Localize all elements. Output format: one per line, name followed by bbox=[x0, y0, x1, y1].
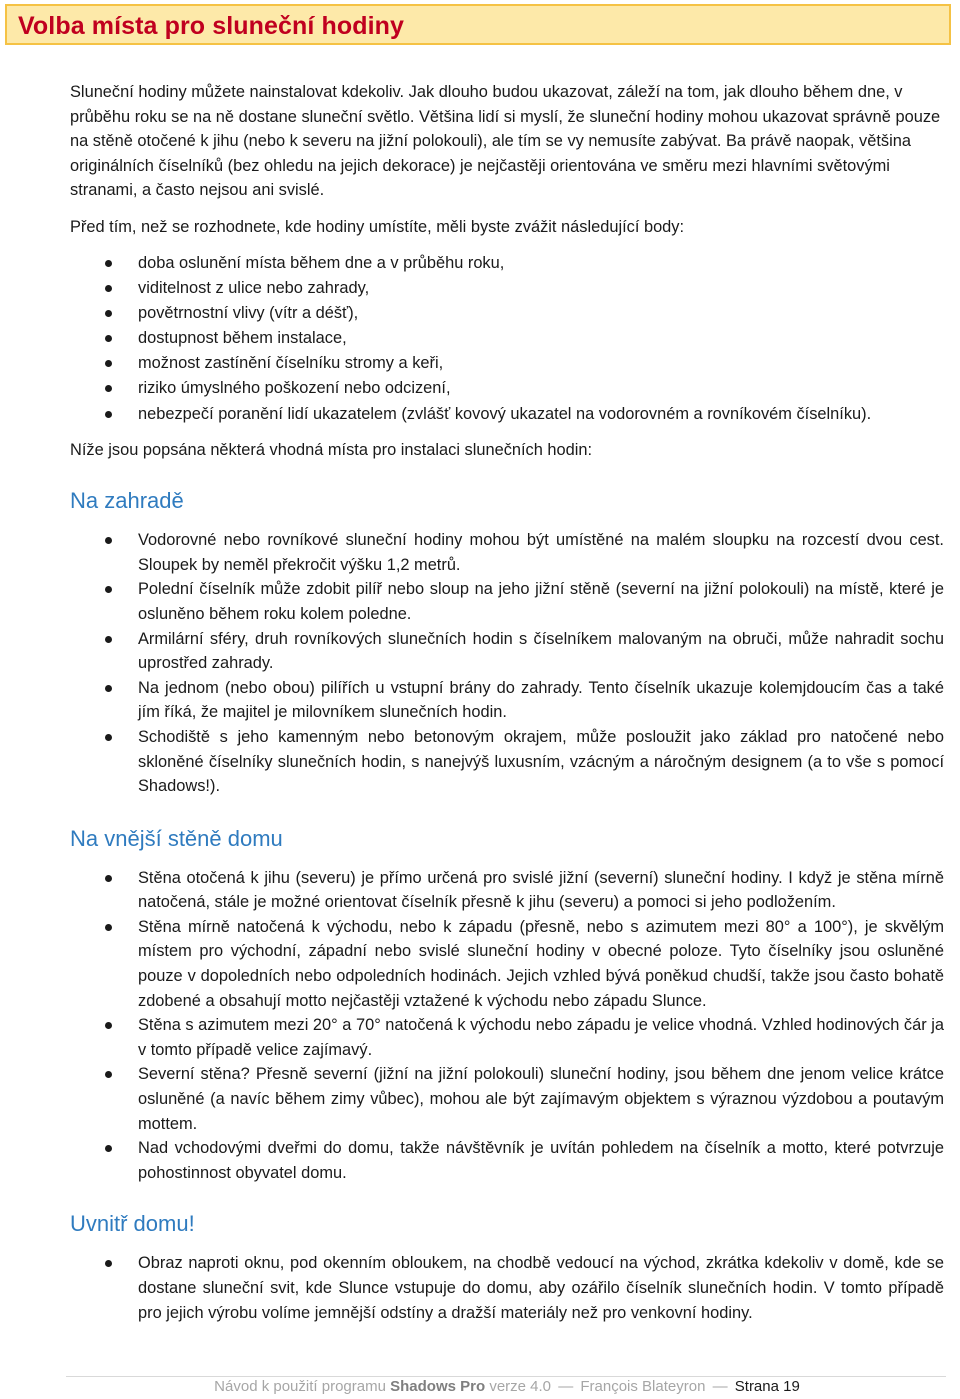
list-item: Severní stěna? Přesně severní (jižní na jižní polokouli) sluneční hodiny, jsou během dne jenom velice krátce osluněné (a navíc během zimy vůbec), mohou ale být zajímavým objektem s výraznou výzdobou a poutavým mottem. bbox=[70, 1062, 944, 1136]
list-item: doba oslunění místa během dne a v průběhu roku, bbox=[70, 251, 944, 276]
list-item: Nad vchodovými dveřmi do domu, takže návštěvník je uvítán pohledem na číselník a motto, které potvrzuje pohostinnost obyvatel domu. bbox=[70, 1136, 944, 1185]
footer-divider bbox=[66, 1376, 946, 1377]
title-banner bbox=[5, 4, 951, 45]
outer-wall-list bbox=[70, 866, 944, 1186]
bullet-icon bbox=[105, 924, 112, 931]
list-item: nebezpečí poranění lidí ukazatelem (zvlášť kovový ukazatel na vodorovném a rovníkovém číselníku). bbox=[70, 402, 944, 427]
inside-list bbox=[70, 1251, 944, 1325]
page-footer bbox=[0, 1378, 960, 1395]
bullet-icon bbox=[105, 360, 112, 367]
considerations-list bbox=[70, 251, 944, 427]
section-heading-inside: Uvnitř domu! bbox=[70, 1211, 195, 1237]
list-item: Stěna otočená k jihu (severu) je přímo určená pro svislé jižní (severní) sluneční hodiny. I když je stěna mírně natočená, stále je možné orientovat číselník přesně k jihu (severu) a pomoci si jeho podložením. bbox=[70, 866, 944, 915]
bullet-icon bbox=[105, 875, 112, 882]
bullet-icon bbox=[105, 285, 112, 292]
footer-page-number: Strana 19 bbox=[734, 1378, 800, 1395]
bullet-icon bbox=[105, 310, 112, 317]
list-item: Vodorovné nebo rovníkové sluneční hodiny mohou být umístěné na malém sloupku na rozcestí dvou cest. Sloupek by neměl překročit výšku 1,2 metrů. bbox=[70, 528, 944, 577]
list-item: Obraz naproti oknu, pod okenním obloukem, na chodbě vedoucí na východ, zkrátka kdekoliv v domě, kde se dostane sluneční svit, kde Slunce vstupuje do domu, aby ozářilo číselník slunečních hodin. V tomto případě pro jejich výrobu volíme jemnější odstíny a dražší materiály než pro venkovní hodiny. bbox=[70, 1251, 944, 1325]
considerations-intro: Před tím, než se rozhodnete, kde hodiny umístíte, měli byste zvážit následující body: bbox=[70, 217, 685, 236]
list-item: viditelnost z ulice nebo zahrady, bbox=[70, 276, 944, 301]
section-heading-garden: Na zahradě bbox=[70, 488, 184, 514]
bullet-icon bbox=[105, 335, 112, 342]
footer-product: Shadows Pro bbox=[390, 1378, 486, 1395]
places-intro: Níže jsou popsána některá vhodná místa pro instalaci slunečních hodin: bbox=[70, 440, 593, 459]
list-item: Na jednom (nebo obou) pilířích u vstupní brány do zahrady. Tento číselník ukazuje kolemjdoucím čas a také jím říká, že majitel je milovníkem slunečních hodin. bbox=[70, 676, 944, 725]
list-item: možnost zastínění číselníku stromy a keři, bbox=[70, 351, 944, 376]
footer-separator: — bbox=[712, 1378, 728, 1395]
intro-paragraph: Sluneční hodiny můžete nainstalovat kdekoliv. Jak dlouho budou ukazovat, záleží na tom, jak dlouho během dne, v průběhu roku se na ně dostane sluneční světlo. Většina lidí si myslí, že sluneční hodiny mohou ukazovat správně pouze na stěně otočené k jihu (nebo k severu na jižní polokouli), ale tím se vy nemusíte zabývat. Ba právě naopak, většina originálních číselníků (bez ohledu na jejich dekorace) je nejčastěji orientována ve směru mezi hlavními světovými stranami, a často nejsou ani svislé. bbox=[70, 83, 941, 199]
bullet-icon bbox=[105, 734, 112, 741]
list-item: Armilární sféry, druh rovníkových slunečních hodin s číselníkem malovaným na obruči, může nahradit sochu uprostřed zahrady. bbox=[70, 627, 944, 676]
footer-author: François Blateyron bbox=[580, 1378, 706, 1395]
page-title: Volba místa pro sluneční hodiny bbox=[18, 12, 405, 40]
list-item: dostupnost během instalace, bbox=[70, 326, 944, 351]
list-item: Polední číselník může zdobit pilíř nebo sloup na jeho jižní stěně (severní na jižní polokouli) na místě, které je osluněno během roku kolem poledne. bbox=[70, 577, 944, 626]
footer-separator: — bbox=[558, 1378, 574, 1395]
footer-prefix: Návod k použití programu bbox=[214, 1378, 386, 1395]
footer-version: verze 4.0 bbox=[489, 1378, 552, 1395]
section-heading-outer-wall: Na vnější stěně domu bbox=[70, 825, 283, 851]
list-item: povětrnostní vlivy (vítr a déšť), bbox=[70, 301, 944, 326]
garden-list bbox=[70, 528, 944, 799]
bullet-icon bbox=[105, 685, 112, 692]
bullet-icon bbox=[105, 1145, 112, 1152]
list-item: Schodiště s jeho kamenným nebo betonovým okrajem, může posloužit jako základ pro natočené nebo skloněné číselníky slunečních hodin, s nanejvýš luxusním, vzácným a náročným designem (a to vše s pomocí Shadows!). bbox=[70, 725, 944, 799]
document-body bbox=[70, 80, 944, 1325]
list-item: Stěna mírně natočená k východu, nebo k západu (přesně, nebo s azimutem mezi 80° a 100°), je skvělým místem pro východní, západní nebo svislé sluneční hodiny v obecné poloze. Tyto číselníky jsou osluněné pouze v dopoledních nebo odpoledních hodinách. Jejich vzhled bývá poněkud chudší, takže jsou často bohatě zdobené a obsahují motto nejčastěji vztažené k východu nebo západu Slunce. bbox=[70, 915, 944, 1013]
bullet-icon bbox=[105, 260, 112, 267]
list-item: riziko úmyslného poškození nebo odcizení, bbox=[70, 376, 944, 401]
bullet-icon bbox=[105, 1071, 112, 1078]
bullet-icon bbox=[105, 586, 112, 593]
bullet-icon bbox=[105, 411, 112, 418]
bullet-icon bbox=[105, 537, 112, 544]
list-item: Stěna s azimutem mezi 20° a 70° natočená k východu nebo západu je velice vhodná. Vzhled hodinových čár ja v tomto případě velice zajímavý. bbox=[70, 1013, 944, 1062]
bullet-icon bbox=[105, 636, 112, 643]
bullet-icon bbox=[105, 1022, 112, 1029]
bullet-icon bbox=[105, 1260, 112, 1267]
bullet-icon bbox=[105, 385, 112, 392]
